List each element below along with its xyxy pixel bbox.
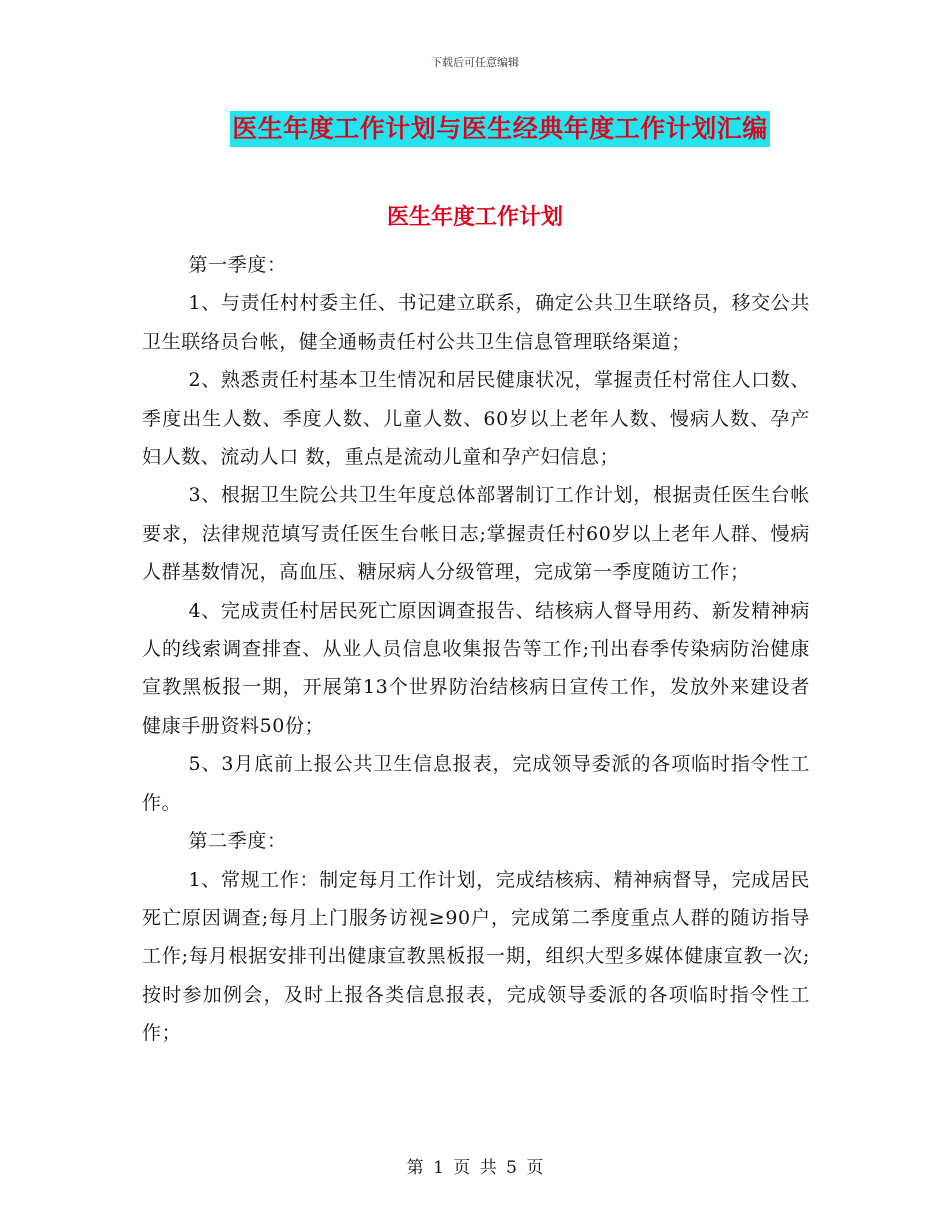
paragraph-q1-item-2: 2、熟悉责任村基本卫生情况和居民健康状况，掌握责任村常住人口数、季度出生人数、季度人数、儿童人数、60岁以上老年人数、慢病人数、孕产妇人数、流动人口 数，重点是流动儿童和孕产妇信息；	[142, 369, 810, 469]
paragraph-q1-item-4: 4、完成责任村居民死亡原因调查报告、结核病人督导用药、新发精神病人的线索调查排查、从业人员信息收集报告等工作;刊出春季传染病防治健康宣教黑板报一期，开展第13个世界防治结核病日宣传工作，发放外来建设者健康手册资料50份；	[142, 599, 810, 737]
document-title-container	[0, 111, 950, 147]
paragraph-q2-item-1: 1、常规工作：制定每月工作计划，完成结核病、精神病督导，完成居民死亡原因调查;每月上门服务访视≥90户，完成第二季度重点人群的随访指导工作;每月根据安排刊出健康宣教黑板报一期，组织大型多媒体健康宣教一次;按时参加例会，及时上报各类信息报表，完成领导委派的各项临时指令性工作；	[142, 868, 810, 1045]
document-title: 医生年度工作计划与医生经典年度工作计划汇编	[230, 111, 770, 147]
paragraph-q1-heading: 第一季度：	[188, 254, 287, 276]
paragraph-q2-heading: 第二季度：	[188, 830, 287, 853]
section-title: 医生年度工作计划	[386, 205, 563, 230]
document-body	[142, 246, 810, 1053]
page-header-note: 下载后可任意编辑	[431, 56, 519, 69]
paragraph-q1-item-1: 1、与责任村村委主任、书记建立联系，确定公共卫生联络员，移交公共卫生联络员台帐，健全通畅责任村公共卫生信息管理联络渠道；	[142, 292, 810, 353]
paragraph-q1-item-5: 5、3月底前上报公共卫生信息报表，完成领导委派的各项临时指令性工作。	[142, 753, 810, 814]
paragraph-q1-item-3: 3、根据卫生院公共卫生年度总体部署制订工作计划，根据责任医生台帐要求，法律规范填写责任医生台帐日志;掌握责任村60岁以上老年人群、慢病人群基数情况，高血压、糖尿病人分级管理，完成第一季度随访工作；	[142, 484, 810, 584]
page-number-footer: 第 1 页 共 5 页	[406, 1158, 544, 1178]
